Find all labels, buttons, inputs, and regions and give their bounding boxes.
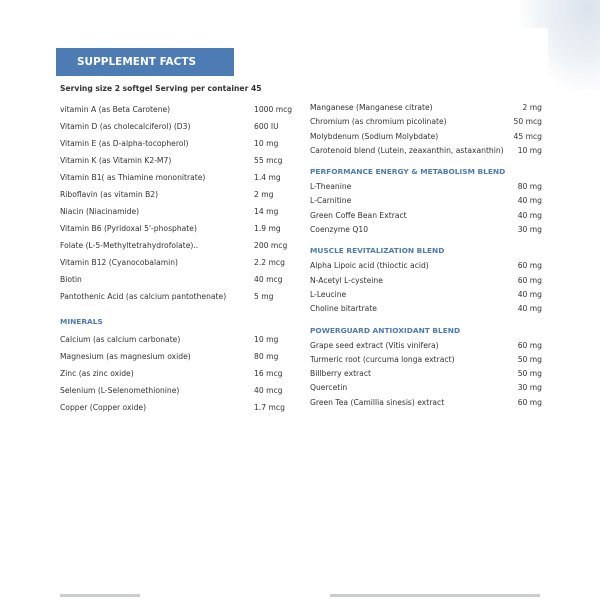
ingredient-row [60, 135, 296, 152]
ingredient-amount: 600 IU [254, 122, 279, 131]
ingredient-row [310, 180, 542, 194]
muscle-blend-list [310, 259, 542, 316]
ingredient-amount: 40 mcg [254, 386, 283, 395]
ingredient-name: Vitamin D (as cholecalciferol) (D3) [60, 122, 191, 131]
ingredient-row [60, 382, 296, 399]
ingredient-name: N-Acetyl L-cysteine [310, 275, 383, 285]
ingredient-name: Billberry extract [310, 369, 371, 379]
ingredient-row [310, 144, 542, 158]
ingredient-amount: 40 mg [517, 196, 542, 206]
ingredient-name: Biotin [60, 275, 82, 284]
ingredient-row [60, 101, 296, 118]
ingredient-amount: 2 mg [254, 190, 274, 199]
ingredient-row [310, 101, 542, 115]
ingredient-name: Niacin (Niacinamide) [60, 207, 140, 216]
ingredient-name: Vitamin B6 (Pyridoxal 5'-phosphate) [60, 224, 197, 233]
serving-info: Serving size 2 softgel Serving per container 45 [60, 84, 262, 93]
ingredient-amount: 2 mg [522, 103, 542, 112]
ingredient-row [60, 118, 296, 135]
ingredient-name: Turmeric root (curcuma longa extract) [310, 354, 455, 364]
ingredient-name: L-Leucine [310, 289, 347, 299]
ingredient-name: Vitamin K (as Vitamin K2-M7) [60, 156, 172, 165]
ingredient-row [310, 353, 542, 367]
ingredient-row [310, 115, 542, 129]
ingredient-row [60, 152, 296, 169]
ingredient-row [60, 254, 296, 271]
ingredient-amount: 60 mg [517, 397, 542, 407]
energy-blend-title: PERFORMANCE ENERGY & METABOLISM BLEND [310, 167, 506, 177]
ingredient-amount: 10 mg [254, 335, 279, 344]
ingredient-amount: 1.9 mg [254, 224, 281, 233]
ingredient-amount: 50 mg [517, 354, 542, 364]
ingredient-name: L-Carnitine [310, 196, 352, 206]
ingredient-amount: 80 mg [517, 182, 542, 192]
ingredient-amount: 80 mg [254, 352, 279, 361]
footer-marks [60, 594, 540, 598]
ingredient-row [60, 203, 296, 220]
energy-blend-list [310, 180, 542, 237]
ingredient-name: Copper (Copper oxide) [60, 403, 147, 412]
ingredient-row [60, 399, 296, 416]
minerals-list [60, 331, 296, 416]
ingredient-name: Chromium (as chromium picolinate) [310, 117, 447, 127]
ingredient-name: Green Coffe Bean Extract [310, 210, 407, 220]
ingredient-name: Vitamin E (as D-alpha-tocopherol) [60, 139, 189, 148]
ingredient-name: Green Tea (Camillia sinesis) extract [310, 397, 445, 407]
footer-mark [60, 594, 140, 597]
ingredient-row [60, 271, 296, 288]
vitamins-list [60, 101, 296, 305]
ingredient-row [310, 288, 542, 302]
ingredient-row [60, 288, 296, 305]
ingredient-amount: 40 mg [517, 289, 542, 299]
minerals-continued-list [310, 101, 542, 158]
ingredient-amount: 40 mg [517, 304, 542, 314]
ingredient-name: Alpha Lipoic acid (thioctic acid) [310, 261, 429, 271]
ingredient-name: Grape seed extract (Vitis vinifera) [310, 340, 439, 350]
ingredient-amount: 200 mcg [254, 241, 288, 250]
ingredient-amount: 1.4 mg [254, 173, 281, 182]
ingredient-row [310, 209, 542, 223]
ingredient-amount: 1000 mcg [254, 105, 293, 114]
ingredient-amount: 1.7 mcg [254, 403, 285, 412]
ingredient-row [310, 223, 542, 237]
ingredient-amount: 60 mg [517, 275, 542, 285]
ingredient-name: Folate (L-5-Methyltetrahydrofolate).. [60, 241, 199, 250]
ingredient-amount: 2.2 mcg [254, 258, 285, 267]
ingredient-amount: 30 mg [517, 383, 542, 393]
ingredient-amount: 50 mcg [513, 117, 542, 127]
ingredient-row [60, 237, 296, 254]
ingredient-name: Coenzyme Q10 [310, 225, 369, 235]
ingredient-name: Selenium (L-Selenomethionine) [60, 386, 180, 395]
ingredient-amount: 14 mg [254, 207, 279, 216]
ingredient-row [310, 367, 542, 381]
ingredient-name: Manganese (Manganese citrate) [310, 103, 433, 112]
ingredient-row [310, 130, 542, 144]
left-column [60, 101, 296, 416]
ingredient-name: Magnesium (as magnesium oxide) [60, 352, 191, 361]
ingredient-amount: 10 mg [254, 139, 279, 148]
ingredient-row [310, 381, 542, 395]
ingredient-name: Zinc (as zinc oxide) [60, 369, 134, 378]
ingredient-row [60, 220, 296, 237]
ingredient-row [310, 274, 542, 288]
ingredient-amount: 60 mg [517, 261, 542, 271]
ingredient-name: Molybdenum (Sodium Molybdate) [310, 131, 439, 141]
ingredient-row [60, 331, 296, 348]
ingredient-amount: 30 mg [517, 225, 542, 235]
ingredient-name: Carotenoid blend (Lutein, zeaxanthin, astaxanthin) [310, 145, 504, 155]
antioxidant-blend-list [310, 339, 542, 410]
ingredient-row [60, 348, 296, 365]
ingredient-amount: 10 mg [517, 145, 542, 155]
ingredient-name: Vitamin B12 (Cyanocobalamin) [60, 258, 178, 267]
ingredient-row [310, 259, 542, 273]
footer-mark [330, 594, 540, 597]
ingredient-row [60, 186, 296, 203]
ingredient-name: Pantothenic Acid (as calcium pantothenate) [60, 292, 227, 301]
ingredient-row [60, 169, 296, 186]
right-column [310, 101, 542, 410]
ingredient-name: Riboflavin (as vitamin B2) [60, 190, 159, 199]
ingredient-amount: 45 mcg [513, 131, 542, 141]
ingredient-amount: 16 mcg [254, 369, 283, 378]
ingredient-amount: 50 mg [517, 369, 542, 379]
muscle-blend-title: MUSCLE REVITALIZATION BLEND [310, 246, 445, 256]
ingredient-row [310, 396, 542, 410]
ingredient-amount: 40 mg [517, 210, 542, 220]
ingredient-name: Choline bitartrate [310, 304, 377, 314]
ingredient-amount: 60 mg [517, 340, 542, 350]
ingredient-amount: 40 mcg [254, 275, 283, 284]
ingredient-row [310, 194, 542, 208]
ingredient-name: L-Theanine [310, 182, 352, 192]
minerals-section-title: MINERALS [60, 317, 103, 326]
ingredient-row [60, 365, 296, 382]
ingredient-name: Vitamin B1( as Thiamine mononitrate) [60, 173, 206, 182]
ingredient-amount: 5 mg [254, 292, 274, 301]
antioxidant-blend-title: POWERGUARD ANTIOXIDANT BLEND [310, 325, 461, 335]
supplement-facts-title: SUPPLEMENT FACTS [56, 48, 234, 76]
ingredient-name: Quercetin [310, 383, 348, 393]
ingredient-name: vitamin A (as Beta Carotene) [60, 105, 171, 114]
ingredient-amount: 55 mcg [254, 156, 283, 165]
ingredient-row [310, 339, 542, 353]
ingredient-row [310, 302, 542, 316]
ingredient-name: Calcium (as calcium carbonate) [60, 335, 181, 344]
